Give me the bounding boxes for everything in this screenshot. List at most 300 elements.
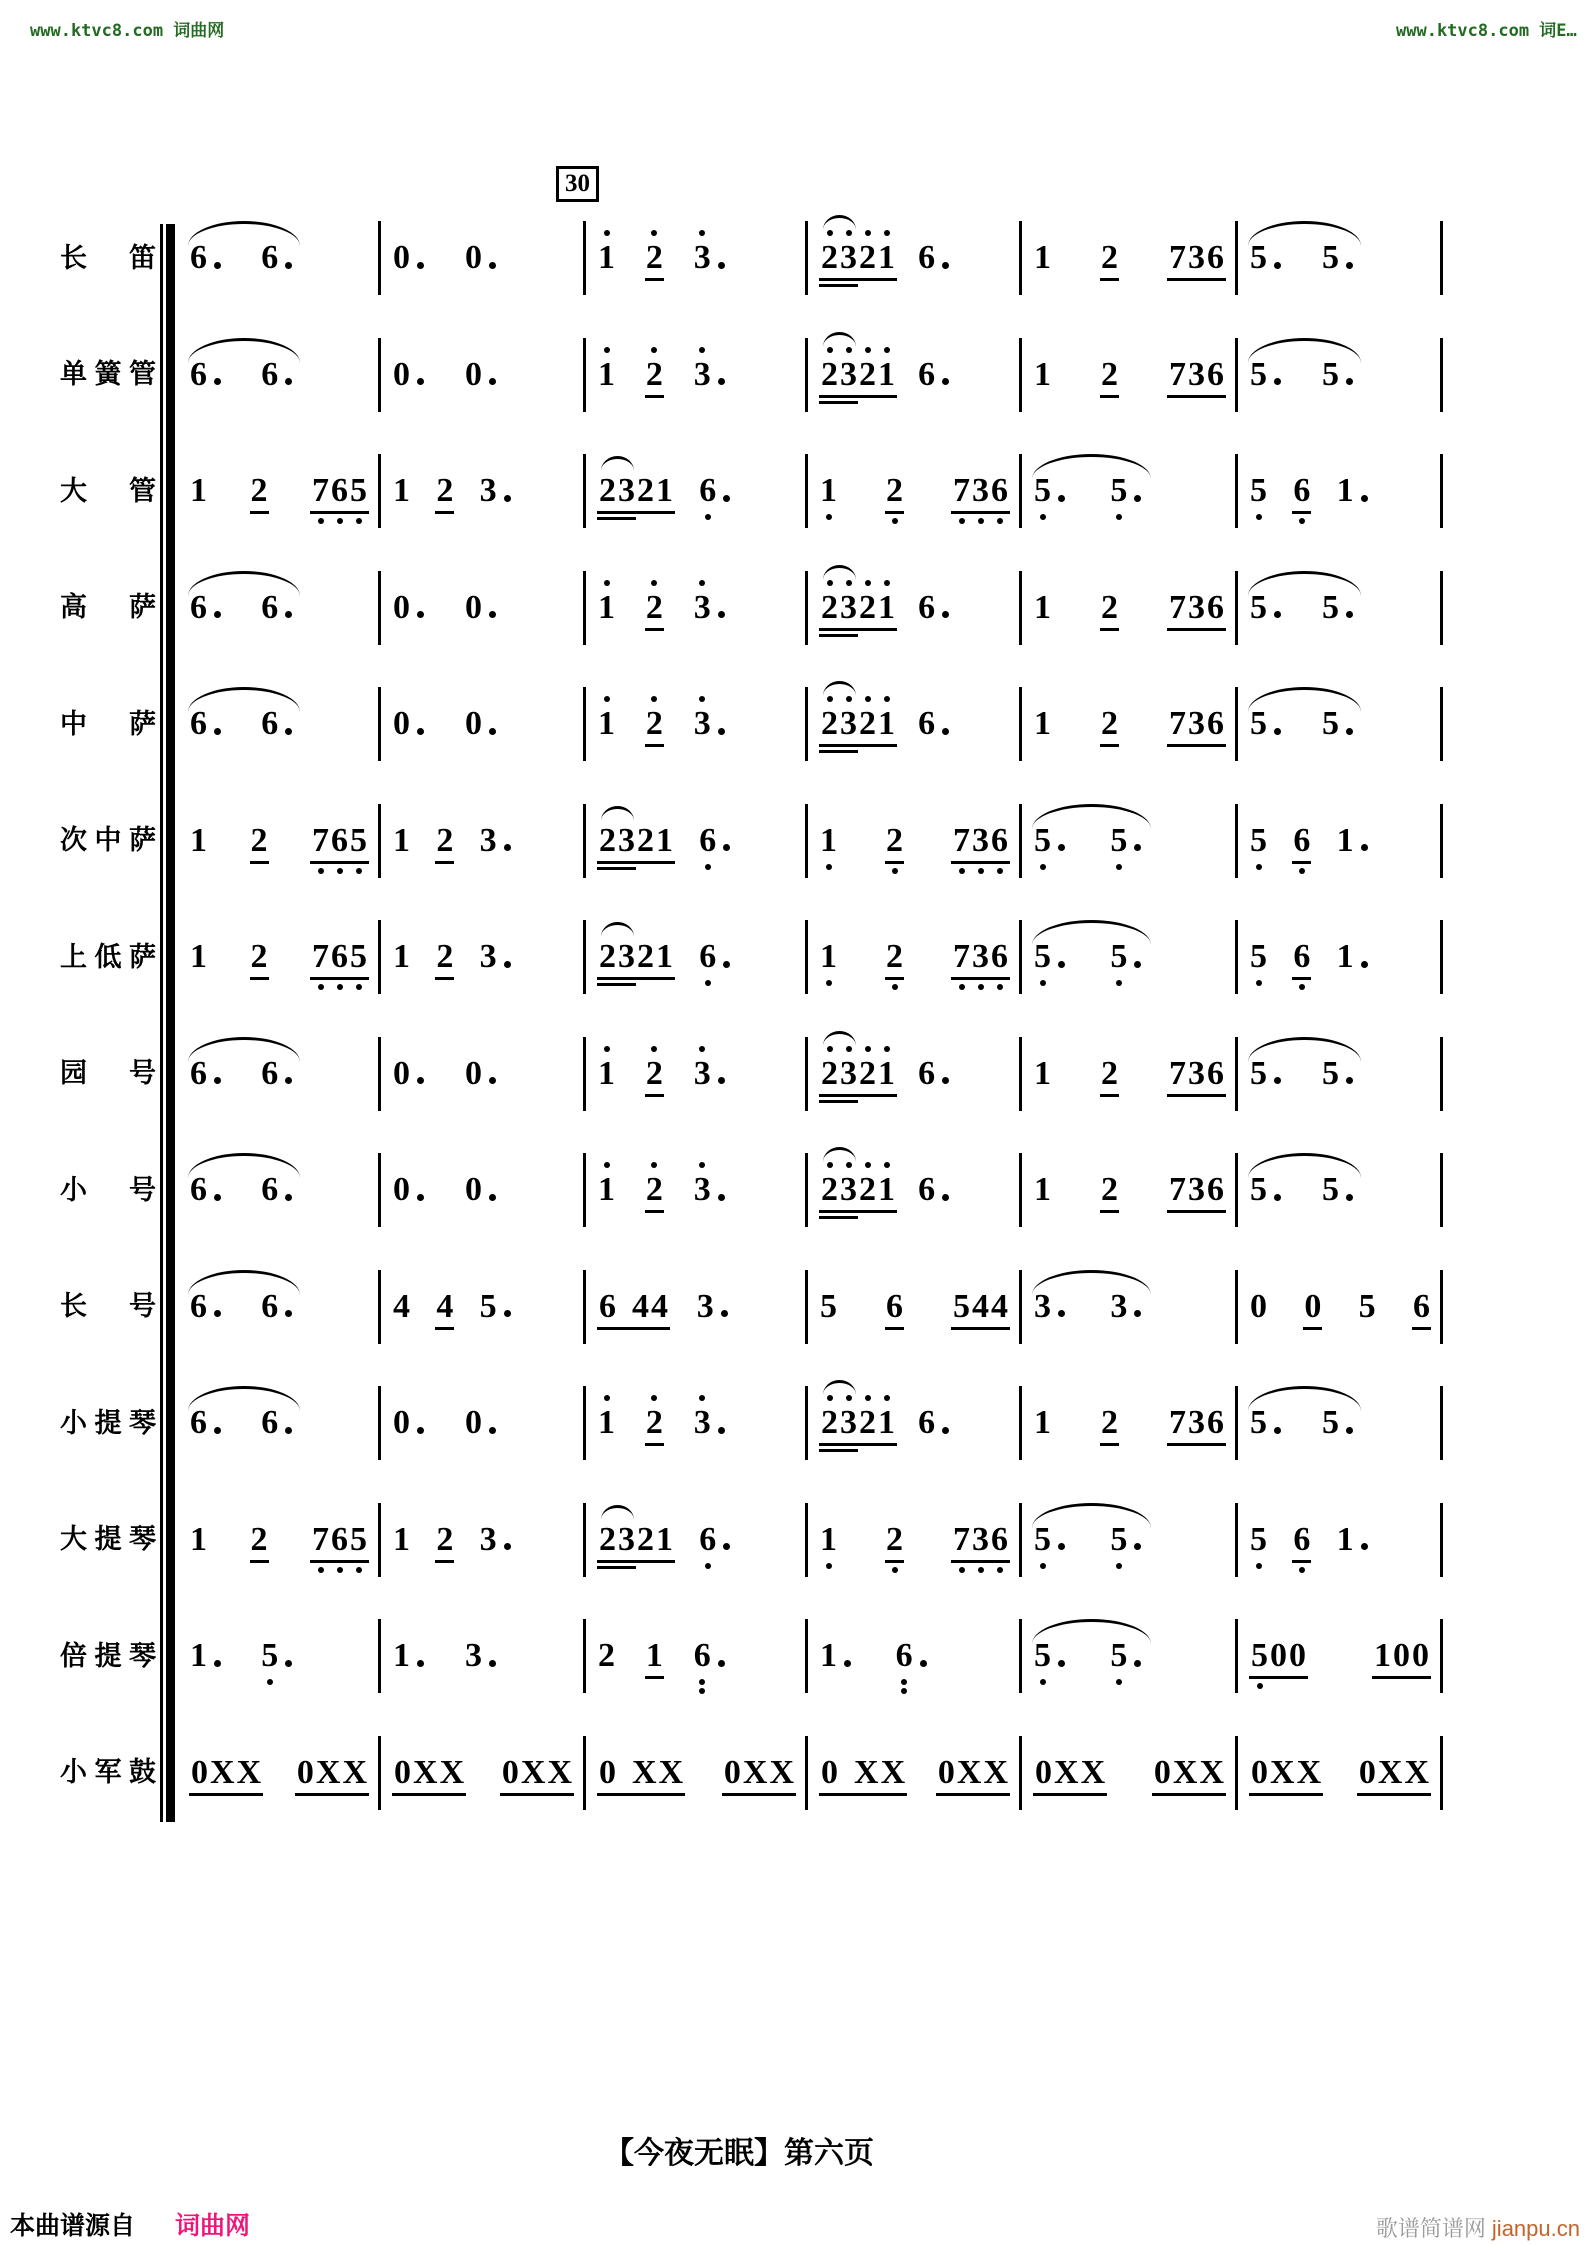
measure xyxy=(381,1153,586,1227)
beam-line xyxy=(819,1443,897,1446)
note-glyph: 6 xyxy=(699,938,717,976)
note-glyph: 2 xyxy=(821,355,838,393)
note xyxy=(393,1054,424,1092)
octave-dot-low xyxy=(1256,864,1262,870)
group-note xyxy=(1373,1639,1392,1673)
beam-line xyxy=(722,1793,796,1796)
note-glyph: 5 xyxy=(1250,588,1267,626)
beam-group xyxy=(820,1173,896,1207)
octave-dot-high xyxy=(827,347,833,353)
note-glyph-box xyxy=(480,940,497,974)
beam-line-2 xyxy=(819,750,858,753)
beam-line xyxy=(885,977,904,980)
note xyxy=(465,1639,496,1673)
note xyxy=(886,940,903,974)
octave-dot-low xyxy=(901,1679,907,1685)
note xyxy=(465,241,496,275)
note-glyph-box xyxy=(190,707,207,741)
note-glyph-box xyxy=(261,241,278,275)
tie-arc xyxy=(601,922,634,937)
octave-dot-high xyxy=(699,347,705,353)
note-glyph: 3 xyxy=(693,1054,711,1092)
note-group-cell xyxy=(820,1406,896,1440)
group-note xyxy=(636,474,655,508)
duration-dot xyxy=(489,262,496,269)
duration-dot xyxy=(417,1194,424,1201)
note-group-cell xyxy=(598,1520,674,1558)
note-glyph-box xyxy=(393,1287,410,1325)
note-glyph-box xyxy=(1250,1406,1267,1440)
note xyxy=(1337,474,1368,508)
note xyxy=(1250,1287,1267,1325)
beam-line xyxy=(597,511,675,514)
note xyxy=(1034,1520,1065,1558)
measure xyxy=(808,454,1022,528)
note-glyph: 2 xyxy=(821,705,838,743)
note-glyph: 2 xyxy=(859,588,876,626)
octave-dot-low xyxy=(959,984,965,990)
note-glyph: 6 xyxy=(1207,1404,1224,1442)
group-note xyxy=(858,241,877,275)
note-glyph: 6 xyxy=(1293,1520,1311,1558)
staff-row-11 xyxy=(60,1365,1460,1482)
note-glyph: 7 xyxy=(953,821,970,859)
measure xyxy=(586,221,808,295)
note xyxy=(693,355,725,393)
group-note xyxy=(1269,1753,1296,1791)
duration-dot xyxy=(214,1194,221,1201)
beam-line xyxy=(250,511,269,514)
beam-group xyxy=(1358,1753,1430,1791)
note-glyph: 6 xyxy=(261,705,279,743)
note-glyph: 0 xyxy=(393,355,410,393)
note-glyph: 3 xyxy=(693,1404,711,1442)
duration-dot xyxy=(504,495,511,502)
note-glyph: 5 xyxy=(1322,588,1339,626)
beam-line-2 xyxy=(597,983,636,986)
note-glyph-box xyxy=(393,1406,410,1440)
note-glyph-box xyxy=(699,1520,717,1558)
octave-dot-low xyxy=(959,518,965,524)
beam-line-2 xyxy=(819,1100,858,1103)
group-note xyxy=(330,821,349,859)
note xyxy=(393,355,424,393)
note xyxy=(1250,821,1267,859)
note-glyph: 6 xyxy=(1207,239,1224,277)
measure xyxy=(1022,454,1238,528)
group-note xyxy=(1053,1753,1080,1791)
note xyxy=(886,821,903,859)
octave-dot-low xyxy=(1299,518,1305,524)
measure xyxy=(808,1270,1022,1344)
note-glyph: 2 xyxy=(859,1054,876,1092)
octave-dot-low xyxy=(1116,1679,1122,1685)
note xyxy=(190,355,221,393)
beam-line xyxy=(1357,1793,1431,1796)
group-note xyxy=(839,241,858,275)
note-glyph-box xyxy=(1337,940,1354,974)
note-glyph: 5 xyxy=(1250,355,1267,393)
group-note xyxy=(349,940,368,974)
staff-row-7 xyxy=(60,899,1460,1016)
note xyxy=(645,1054,663,1092)
group-gap xyxy=(839,1756,853,1790)
octave-dot-low xyxy=(337,984,343,990)
duration-dot xyxy=(1134,961,1141,968)
beam-group xyxy=(820,588,896,626)
duration-dot xyxy=(1346,262,1353,269)
credit-host-domain-link[interactable]: jianpu.cn xyxy=(1491,2216,1580,2241)
note-glyph: 0 xyxy=(465,1171,482,1209)
duration-dot xyxy=(1346,611,1353,618)
credit-source-site-link[interactable]: 词曲网 xyxy=(175,2212,251,2240)
beam-line xyxy=(1152,1793,1226,1796)
octave-dot-high xyxy=(884,1162,890,1168)
octave-dot-high xyxy=(865,1046,871,1052)
measure xyxy=(1022,920,1238,994)
beam-group xyxy=(501,1753,573,1791)
note-glyph-box xyxy=(693,588,711,626)
beam-line xyxy=(645,744,664,747)
note-glyph-box xyxy=(1250,241,1267,275)
note-glyph: 0 xyxy=(393,1171,410,1209)
group-note xyxy=(877,1406,896,1440)
octave-dot-low xyxy=(959,1567,965,1573)
note xyxy=(1101,355,1118,393)
note-glyph-box xyxy=(1250,355,1267,393)
octave-dot-high xyxy=(827,696,833,702)
note-glyph-box xyxy=(918,1406,935,1440)
note-glyph-box xyxy=(1101,355,1118,393)
note-glyph-box xyxy=(190,821,207,859)
group-note xyxy=(877,1173,896,1207)
duration-dot xyxy=(1346,728,1353,735)
note-glyph: 2 xyxy=(859,239,876,277)
octave-dot-low xyxy=(1257,1683,1263,1689)
octave-dot-low xyxy=(1040,1563,1046,1569)
group-note xyxy=(858,1173,877,1207)
octave-dot-low xyxy=(978,984,984,990)
note-glyph-box xyxy=(1101,707,1118,741)
note xyxy=(479,1520,511,1558)
note-glyph-box xyxy=(190,1287,207,1325)
group-note xyxy=(1206,1173,1225,1207)
note-glyph: 7 xyxy=(953,938,970,976)
group-note xyxy=(598,1520,617,1558)
group-note xyxy=(937,1753,956,1791)
group-note xyxy=(990,940,1009,974)
staff-row-5 xyxy=(60,666,1460,783)
group-note xyxy=(341,1753,368,1791)
note-glyph: 2 xyxy=(886,1520,903,1558)
note-glyph: 1 xyxy=(393,821,410,859)
note-glyph: 2 xyxy=(645,588,663,626)
measure xyxy=(808,571,1022,645)
beam-line xyxy=(1167,744,1226,747)
note-glyph: 5 xyxy=(1250,938,1267,976)
note-glyph: 2 xyxy=(436,821,454,859)
group-note xyxy=(952,1520,971,1558)
note-group-cell xyxy=(501,1753,573,1791)
note-glyph-box xyxy=(598,241,615,275)
note-glyph: X xyxy=(520,1753,546,1791)
note-glyph-box xyxy=(1293,474,1310,508)
group-note xyxy=(971,940,990,974)
measure xyxy=(1022,1503,1238,1577)
note-glyph: 6 xyxy=(190,355,207,393)
duration-dot xyxy=(723,1543,730,1550)
note-glyph: 1 xyxy=(656,472,673,510)
note-glyph-box xyxy=(190,588,207,626)
group-note xyxy=(880,1753,907,1791)
note-group-cell xyxy=(952,474,1009,508)
group-note xyxy=(598,1753,617,1791)
note-glyph: 6 xyxy=(1207,1171,1224,1209)
note xyxy=(261,241,292,275)
group-note xyxy=(742,1753,769,1791)
group-note xyxy=(1172,1753,1199,1791)
octave-dot-high xyxy=(604,1395,610,1401)
note-glyph-box xyxy=(886,821,903,859)
octave-dot-high xyxy=(651,1395,657,1401)
beam-group xyxy=(1250,1753,1322,1791)
note xyxy=(694,1173,725,1207)
note-glyph: 4 xyxy=(436,1287,454,1325)
note-glyph: 0 xyxy=(1289,1637,1306,1675)
note xyxy=(1110,940,1141,974)
octave-dot-low xyxy=(978,1567,984,1573)
group-note xyxy=(330,474,349,508)
note-glyph: 1 xyxy=(190,472,207,510)
group-note xyxy=(820,355,839,393)
note-glyph: 5 xyxy=(1322,355,1339,393)
note xyxy=(1293,474,1310,508)
note-glyph: 6 xyxy=(190,588,207,626)
note-glyph-box xyxy=(820,1520,837,1558)
note-glyph: 6 xyxy=(190,1404,207,1442)
duration-dot xyxy=(285,728,292,735)
note-glyph: 1 xyxy=(1034,1054,1051,1092)
octave-dot-low xyxy=(705,514,711,520)
group-note xyxy=(1187,588,1206,626)
note-glyph: 6 xyxy=(331,938,348,976)
note-glyph: 0 xyxy=(1153,1753,1171,1791)
note-glyph-box xyxy=(598,1406,615,1440)
measure xyxy=(178,1503,381,1577)
note-glyph: 6 xyxy=(918,1054,936,1092)
beam-line xyxy=(951,1560,1010,1563)
measure xyxy=(381,1037,586,1111)
note-glyph: 6 xyxy=(261,1287,279,1325)
note-glyph-box xyxy=(261,588,279,626)
note-glyph: 7 xyxy=(1169,1404,1186,1442)
note-glyph: 3 xyxy=(693,1171,711,1209)
note-glyph-box xyxy=(1322,1406,1339,1440)
beam-line xyxy=(1292,511,1311,514)
note-glyph: 3 xyxy=(1188,588,1205,626)
note xyxy=(1250,355,1281,393)
note-glyph: 6 xyxy=(1207,705,1224,743)
note-glyph: 3 xyxy=(972,1520,989,1558)
note-glyph-box xyxy=(886,1287,903,1325)
group-note xyxy=(1168,707,1187,741)
measure xyxy=(1238,1153,1443,1227)
note-glyph-box xyxy=(699,940,716,974)
note-glyph: 6 xyxy=(1293,472,1311,510)
note xyxy=(918,707,949,741)
note-glyph: 0 xyxy=(723,1753,741,1791)
note-glyph: 3 xyxy=(618,472,635,510)
note-glyph-box xyxy=(436,821,454,859)
duration-dot xyxy=(285,1077,292,1084)
duration-dot xyxy=(1361,961,1368,968)
duration-dot xyxy=(920,1660,927,1667)
note-glyph: 5 xyxy=(350,821,367,859)
note-glyph: X xyxy=(854,1753,879,1791)
group-note xyxy=(1187,1054,1206,1092)
duration-dot xyxy=(1058,1543,1065,1550)
measure xyxy=(1238,1503,1443,1577)
note-glyph: 6 xyxy=(190,1287,207,1325)
beam-line xyxy=(951,1327,1010,1330)
note-glyph: 2 xyxy=(1101,355,1118,393)
duration-dot xyxy=(1058,495,1065,502)
beam-group xyxy=(1168,1173,1225,1207)
note-glyph: 0 xyxy=(393,1404,410,1442)
octave-dot-high xyxy=(604,230,610,236)
note-group-cell xyxy=(1250,1753,1322,1791)
group-note xyxy=(349,474,368,508)
note-glyph-box xyxy=(1250,1520,1267,1558)
octave-dot-low xyxy=(892,984,898,990)
note-glyph: 0 xyxy=(937,1753,955,1791)
group-note xyxy=(655,1520,674,1558)
note xyxy=(261,1054,292,1092)
note-glyph-box xyxy=(393,355,410,393)
note-glyph: 0 xyxy=(465,1404,482,1442)
measure xyxy=(1238,920,1443,994)
group-note xyxy=(617,821,636,859)
instrument-label: 小号 xyxy=(60,1174,156,1205)
note-glyph-box xyxy=(896,1639,913,1673)
beam-line xyxy=(189,1793,263,1796)
octave-dot-high xyxy=(846,696,852,702)
note xyxy=(480,474,511,508)
note xyxy=(1336,1520,1368,1558)
group-note xyxy=(636,821,655,859)
note-glyph: 2 xyxy=(886,821,903,859)
duration-dot xyxy=(1346,1194,1353,1201)
duration-dot xyxy=(1361,844,1368,851)
note-glyph: 3 xyxy=(479,821,497,859)
beam-line xyxy=(435,1560,454,1563)
note xyxy=(918,355,949,393)
measure xyxy=(178,687,381,761)
duration-dot xyxy=(417,1077,424,1084)
note-glyph-box xyxy=(1322,588,1339,626)
octave-dot-low xyxy=(1256,514,1262,520)
duration-dot xyxy=(723,495,730,502)
note-glyph-box xyxy=(261,1054,279,1092)
note-glyph: 2 xyxy=(637,1520,654,1558)
group-note xyxy=(990,1287,1009,1325)
note-glyph: 7 xyxy=(1169,705,1186,743)
beam-group xyxy=(820,241,896,275)
note-glyph-box xyxy=(393,1054,410,1092)
beam-group xyxy=(1153,1753,1225,1791)
group-note xyxy=(877,707,896,741)
note xyxy=(918,1173,949,1207)
note-group-cell xyxy=(1034,1753,1106,1791)
measure xyxy=(381,571,586,645)
note-glyph: 2 xyxy=(637,472,654,510)
note-glyph-box xyxy=(1304,1287,1322,1325)
note-glyph: 0 xyxy=(393,239,410,277)
note-glyph-box xyxy=(1322,355,1339,393)
note xyxy=(1110,1639,1141,1673)
note xyxy=(1034,1287,1065,1325)
beam-line xyxy=(1100,744,1119,747)
measure xyxy=(381,221,586,295)
beam-group xyxy=(393,1753,465,1791)
group-note xyxy=(839,588,858,626)
group-note xyxy=(598,1287,617,1325)
note-glyph: 0 xyxy=(1304,1287,1322,1325)
note-glyph: 6 xyxy=(1293,938,1311,976)
note xyxy=(646,707,663,741)
note-glyph-box xyxy=(820,1639,837,1673)
note xyxy=(646,1173,663,1207)
octave-dot-low xyxy=(699,1679,705,1685)
note xyxy=(598,1054,615,1092)
note-glyph: 5 xyxy=(1250,821,1267,859)
note-glyph-box xyxy=(693,355,711,393)
note xyxy=(820,474,837,508)
duration-dot xyxy=(718,728,725,735)
note-glyph-box xyxy=(1322,241,1339,275)
group-note xyxy=(723,1753,742,1791)
note xyxy=(694,241,725,275)
note-glyph: 3 xyxy=(618,1520,635,1558)
octave-dot-low xyxy=(356,868,362,874)
beam-group xyxy=(1034,1753,1106,1791)
beam-group xyxy=(598,1753,684,1791)
note-glyph-box xyxy=(598,707,615,741)
staff-music xyxy=(178,804,1443,878)
measure xyxy=(1238,1270,1443,1344)
group-note xyxy=(1296,1753,1323,1791)
measure xyxy=(808,687,1022,761)
note-glyph: 5 xyxy=(261,1637,279,1675)
beam-line xyxy=(597,1793,685,1796)
note xyxy=(393,588,424,626)
group-note xyxy=(209,1753,236,1791)
staff-row-13 xyxy=(60,1598,1460,1715)
duration-dot xyxy=(942,1427,949,1434)
measure xyxy=(586,804,808,878)
note-glyph: 5 xyxy=(1250,472,1267,510)
note-glyph-box xyxy=(886,1520,903,1558)
octave-dot-low xyxy=(318,868,324,874)
note-glyph: 0 xyxy=(465,239,482,277)
beam-line xyxy=(435,511,454,514)
beam-line xyxy=(1167,395,1226,398)
note-glyph: 3 xyxy=(972,938,989,976)
note-glyph-box xyxy=(1250,821,1267,859)
note xyxy=(696,1287,728,1325)
octave-dot-high xyxy=(884,696,890,702)
beam-line xyxy=(1167,628,1226,631)
